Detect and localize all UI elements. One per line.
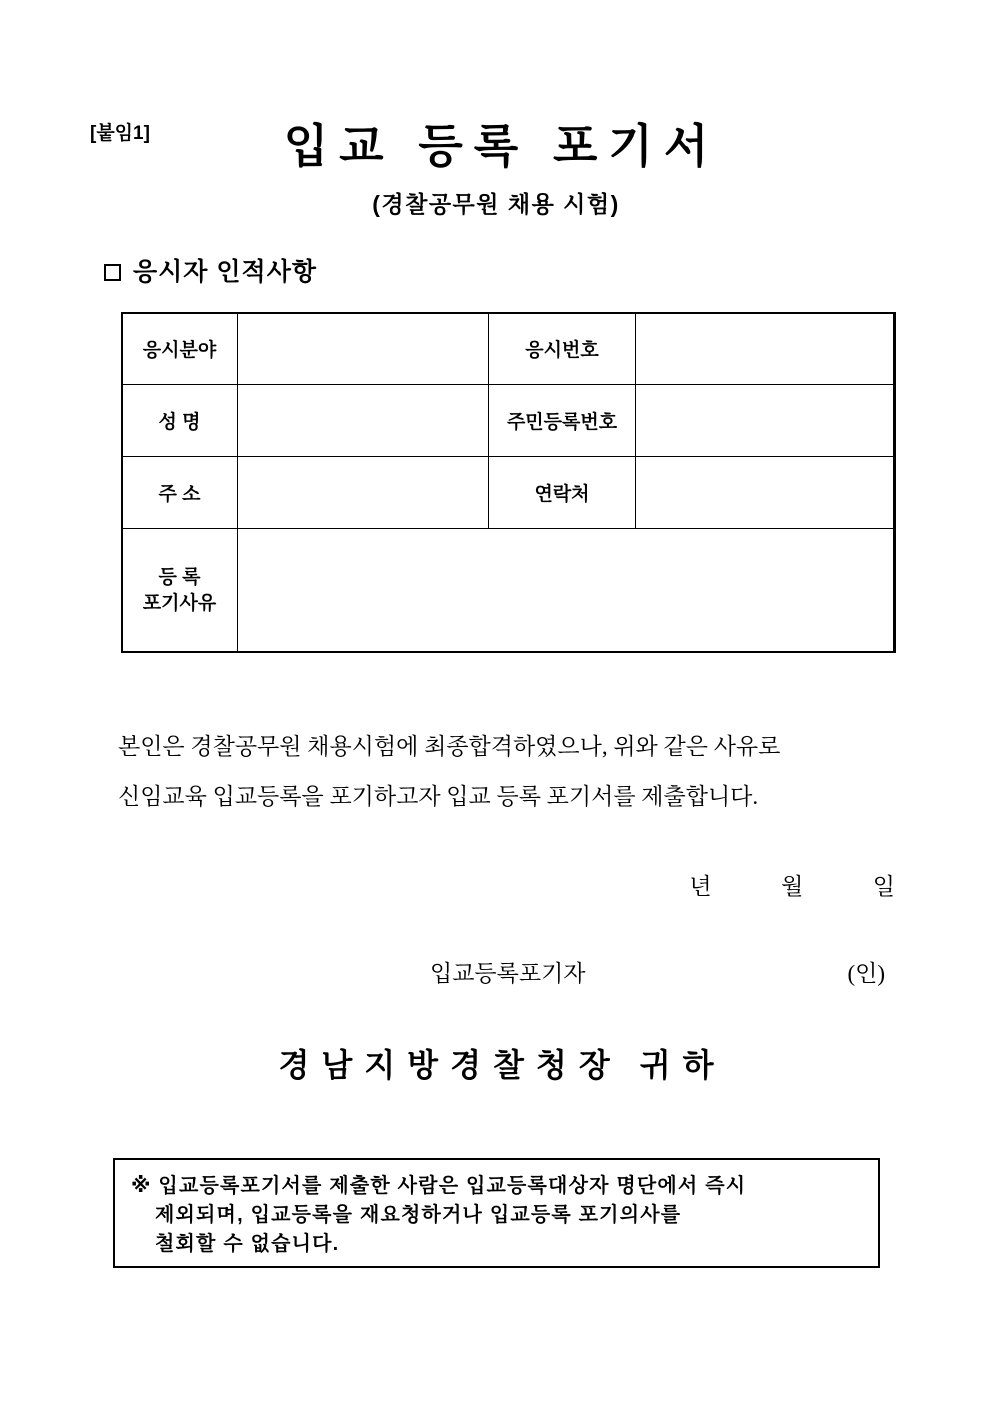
field-label-name: 성 명 bbox=[122, 385, 238, 457]
page-title: 입교 등록 포기서 bbox=[283, 120, 720, 172]
field-label-address: 주 소 bbox=[122, 457, 238, 529]
note-box bbox=[113, 1158, 880, 1268]
field-label-exam-number: 응시번호 bbox=[489, 313, 636, 385]
signature-line bbox=[430, 955, 885, 988]
page-subtitle: (경찰공무원 채용 시험) bbox=[372, 191, 620, 217]
note-line2: 제외되며, 입교등록을 재요청하거나 입교등록 포기의사를 bbox=[155, 1204, 682, 1226]
note-line1-text: 입교등록포기서를 제출한 사람은 입교등록대상자 명단에서 즉시 bbox=[158, 1175, 747, 1197]
date-year-label[interactable]: 년 bbox=[689, 874, 712, 899]
field-value-address[interactable] bbox=[238, 457, 489, 529]
recipient-honorific-label: 귀하 bbox=[639, 1047, 726, 1083]
table-row bbox=[122, 529, 896, 653]
body-paragraph-line1: 본인은 경찰공무원 채용시험에 최종합격하였으나, 위와 같은 사유로 bbox=[118, 734, 781, 759]
attachment-tag: [붙임1] bbox=[90, 123, 150, 144]
field-value-withdrawal-reason[interactable] bbox=[238, 529, 896, 653]
signature-seal-label[interactable]: (인) bbox=[847, 961, 885, 986]
recipient-office-label: 경남지방경찰청장 bbox=[278, 1047, 622, 1083]
section-header-label: 응시자 인적사항 bbox=[133, 258, 317, 286]
note-marker-icon: ※ bbox=[131, 1175, 152, 1197]
date-day-label[interactable]: 일 bbox=[872, 874, 895, 899]
field-value-name[interactable] bbox=[238, 385, 489, 457]
applicant-info-table bbox=[121, 312, 896, 653]
field-value-exam-category[interactable] bbox=[238, 313, 489, 385]
body-paragraph bbox=[118, 722, 893, 822]
field-label-withdrawal-reason bbox=[122, 529, 238, 653]
table-row bbox=[122, 385, 896, 457]
field-value-exam-number[interactable] bbox=[636, 313, 896, 385]
date-month-label[interactable]: 월 bbox=[781, 874, 804, 899]
note-line1 bbox=[131, 1172, 868, 1201]
table-row bbox=[122, 457, 896, 529]
note-text bbox=[131, 1172, 868, 1259]
field-label-exam-category: 응시분야 bbox=[122, 313, 238, 385]
empty-square-icon bbox=[104, 264, 121, 281]
field-label-contact: 연락처 bbox=[489, 457, 636, 529]
recipient-line bbox=[0, 1040, 992, 1086]
withdrawal-reason-label-line2: 포기사유 bbox=[142, 592, 217, 614]
note-line3: 철회할 수 없습니다. bbox=[155, 1233, 340, 1255]
signature-role-label: 입교등록포기자 bbox=[430, 961, 586, 986]
section-header-applicant-info bbox=[104, 252, 317, 288]
field-label-resident-registration-number: 주민등록번호 bbox=[489, 385, 636, 457]
date-line bbox=[0, 868, 895, 901]
field-value-contact[interactable] bbox=[636, 457, 896, 529]
field-value-resident-registration-number[interactable] bbox=[636, 385, 896, 457]
body-paragraph-line2: 신임교육 입교등록을 포기하고자 입교 등록 포기서를 제출합니다. bbox=[118, 784, 759, 809]
table-row bbox=[122, 313, 896, 385]
withdrawal-reason-label-line1: 등 록 bbox=[158, 566, 201, 588]
